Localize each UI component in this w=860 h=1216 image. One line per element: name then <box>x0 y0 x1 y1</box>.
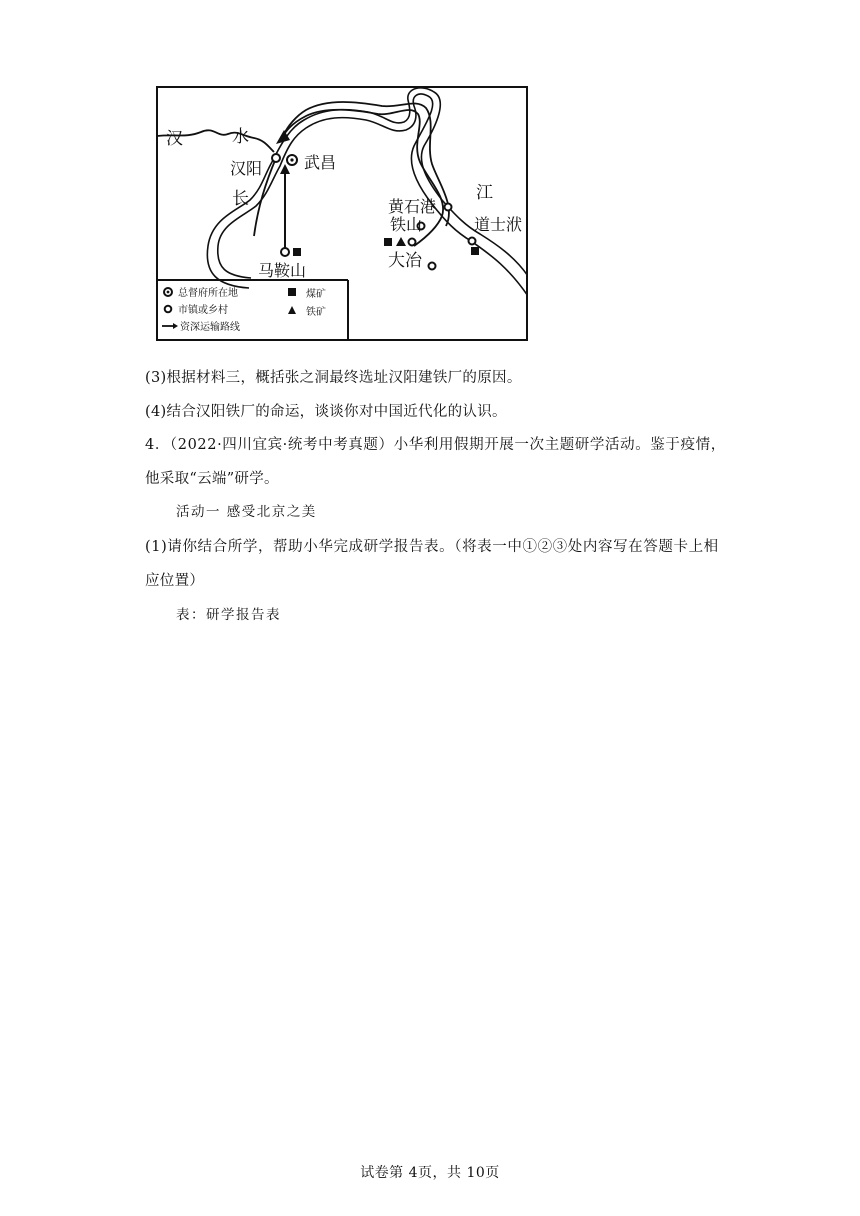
tieshan-marker-2 <box>409 239 416 246</box>
maanshan-coal <box>293 248 301 256</box>
label-tieshan: 铁山 <box>390 215 423 234</box>
map-frame <box>157 87 527 340</box>
label-chang: 长 <box>232 189 249 209</box>
question-1-line-2: 应位置） <box>145 573 205 589</box>
huangshigang-marker <box>445 204 452 211</box>
label-han: 汉 <box>166 129 183 149</box>
daye-coal <box>384 238 392 246</box>
hanyang-marker <box>272 154 280 162</box>
question-3: (3)根据材料三，概括张之洞最终选址汉阳建铁厂的原因。 <box>145 370 522 386</box>
table-caption: 表：研学报告表 <box>176 607 281 623</box>
map-svg <box>156 86 528 341</box>
daoshifu-marker <box>469 238 476 245</box>
legend-town: 市镇或乡村 <box>178 305 228 316</box>
legend-coal: 煤矿 <box>306 289 326 300</box>
label-daye: 大冶 <box>388 251 422 271</box>
problem-4-line-1: 4．（2022·四川宜宾·统考中考真题）小华利用假期开展一次主题研学活动。鉴于疫情， <box>145 437 726 453</box>
question-4: (4)结合汉阳铁厂的命运，谈谈你对中国近代化的认识。 <box>145 404 507 420</box>
label-jiang: 江 <box>476 183 493 203</box>
label-daoshifu: 道士洑 <box>474 215 523 234</box>
problem-4-line-2: 他采取“云端”研学。 <box>145 471 279 487</box>
legend-town-icon <box>165 306 172 313</box>
maanshan-marker <box>281 248 289 256</box>
activity-1-heading: 活动一 感受北京之美 <box>176 504 317 520</box>
label-huangshigang: 黄石港 <box>388 197 437 216</box>
label-wuchang: 武昌 <box>304 153 337 172</box>
daye-town-marker <box>429 263 436 270</box>
label-hanyang: 汉阳 <box>230 159 263 178</box>
legend-coal-icon <box>288 288 296 296</box>
question-1-line-1: (1)请你结合所学，帮助小华完成研学报告表。（将表一中①②③处内容写在答题卡上相 <box>145 539 719 555</box>
legend-capital: 总督府所在地 <box>178 288 238 299</box>
daoshifu-coal <box>471 247 479 255</box>
label-maanshan: 马鞍山 <box>258 261 307 280</box>
legend-iron: 铁矿 <box>306 307 326 318</box>
legend-route: 资深运输路线 <box>180 322 240 333</box>
page-footer: 试卷第 4页，共 10页 <box>360 1165 500 1181</box>
map-figure <box>156 86 528 341</box>
label-shui: 水 <box>232 127 249 147</box>
